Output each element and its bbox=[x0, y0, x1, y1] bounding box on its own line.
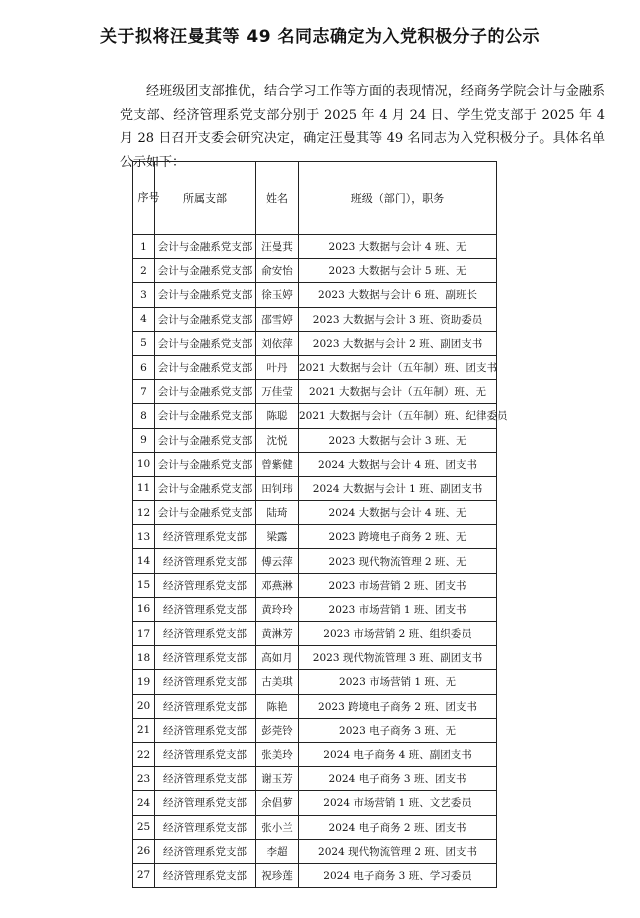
cell-seq: 12 bbox=[133, 501, 155, 525]
cell-seq: 21 bbox=[133, 718, 155, 742]
cell-class-role: 2023 跨境电子商务 2 班、团支书 bbox=[299, 694, 497, 718]
cell-name: 梁露 bbox=[256, 525, 299, 549]
cell-seq: 3 bbox=[133, 283, 155, 307]
intro-paragraph: 经班级团支部推优，结合学习工作等方面的表现情况，经商务学院会计与金融系党支部、经济管理系党支部分别于 2025 年 4 月 24 日、学生党支部于 2025 年 4 月 28 日召开支委会研究决定，确定汪曼萁等 49 名同志为入党积极分子。具体名单公示如下： bbox=[120, 84, 605, 170]
cell-branch: 经济管理系党支部 bbox=[155, 815, 256, 839]
cell-branch: 经济管理系党支部 bbox=[155, 525, 256, 549]
table-row bbox=[133, 404, 497, 428]
cell-name: 汪曼萁 bbox=[256, 235, 299, 259]
cell-branch: 经济管理系党支部 bbox=[155, 694, 256, 718]
cell-class-role: 2021 大数据与会计（五年制）班、无 bbox=[299, 380, 497, 404]
cell-seq: 4 bbox=[133, 307, 155, 331]
cell-branch: 经济管理系党支部 bbox=[155, 839, 256, 863]
cell-seq: 25 bbox=[133, 815, 155, 839]
cell-branch: 经济管理系党支部 bbox=[155, 863, 256, 887]
cell-branch: 经济管理系党支部 bbox=[155, 791, 256, 815]
cell-name: 万佳莹 bbox=[256, 380, 299, 404]
cell-name: 高如月 bbox=[256, 646, 299, 670]
cell-class-role: 2024 大数据与会计 4 班、无 bbox=[299, 501, 497, 525]
table-row bbox=[133, 791, 497, 815]
cell-class-role: 2023 大数据与会计 3 班、资助委员 bbox=[299, 307, 497, 331]
cell-name: 陈聪 bbox=[256, 404, 299, 428]
cell-class-role: 2023 跨境电子商务 2 班、无 bbox=[299, 525, 497, 549]
header-name: 姓名 bbox=[256, 162, 299, 235]
table-row bbox=[133, 815, 497, 839]
cell-seq: 18 bbox=[133, 646, 155, 670]
cell-class-role: 2023 大数据与会计 3 班、无 bbox=[299, 428, 497, 452]
cell-seq: 27 bbox=[133, 863, 155, 887]
cell-class-role: 2023 市场营销 2 班、组织委员 bbox=[299, 622, 497, 646]
cell-class-role: 2024 电子商务 3 班、团支书 bbox=[299, 767, 497, 791]
cell-seq: 6 bbox=[133, 355, 155, 379]
cell-branch: 经济管理系党支部 bbox=[155, 718, 256, 742]
cell-class-role: 2024 现代物流管理 2 班、团支书 bbox=[299, 839, 497, 863]
cell-seq: 15 bbox=[133, 573, 155, 597]
cell-branch: 经济管理系党支部 bbox=[155, 573, 256, 597]
cell-seq: 24 bbox=[133, 791, 155, 815]
cell-class-role: 2023 大数据与会计 2 班、副团支书 bbox=[299, 331, 497, 355]
table-row bbox=[133, 283, 497, 307]
cell-name: 邓燕淋 bbox=[256, 573, 299, 597]
cell-name: 张美玲 bbox=[256, 742, 299, 766]
cell-name: 傅云萍 bbox=[256, 549, 299, 573]
cell-branch: 会计与金融系党支部 bbox=[155, 452, 256, 476]
table-row bbox=[133, 428, 497, 452]
cell-branch: 会计与金融系党支部 bbox=[155, 476, 256, 500]
cell-name: 黄淋芳 bbox=[256, 622, 299, 646]
cell-branch: 经济管理系党支部 bbox=[155, 742, 256, 766]
cell-seq: 8 bbox=[133, 404, 155, 428]
cell-branch: 会计与金融系党支部 bbox=[155, 331, 256, 355]
table-row bbox=[133, 549, 497, 573]
table-row bbox=[133, 742, 497, 766]
table-row bbox=[133, 597, 497, 621]
cell-name: 古美琪 bbox=[256, 670, 299, 694]
cell-class-role: 2024 电子商务 4 班、副团支书 bbox=[299, 742, 497, 766]
table-row bbox=[133, 476, 497, 500]
table-row bbox=[133, 646, 497, 670]
cell-class-role: 2024 电子商务 2 班、团支书 bbox=[299, 815, 497, 839]
table-row bbox=[133, 452, 497, 476]
table-row bbox=[133, 525, 497, 549]
table-row bbox=[133, 839, 497, 863]
cell-seq: 5 bbox=[133, 331, 155, 355]
cell-name: 田钊玮 bbox=[256, 476, 299, 500]
table-header-row bbox=[133, 162, 497, 235]
cell-class-role: 2023 现代物流管理 3 班、副团支书 bbox=[299, 646, 497, 670]
cell-seq: 13 bbox=[133, 525, 155, 549]
cell-name: 陆琦 bbox=[256, 501, 299, 525]
cell-class-role: 2023 大数据与会计 4 班、无 bbox=[299, 235, 497, 259]
cell-class-role: 2023 市场营销 1 班、团支书 bbox=[299, 597, 497, 621]
cell-name: 曾紫健 bbox=[256, 452, 299, 476]
header-seq: 序号 bbox=[133, 162, 155, 235]
cell-branch: 会计与金融系党支部 bbox=[155, 404, 256, 428]
cell-class-role: 2024 市场营销 1 班、文艺委员 bbox=[299, 791, 497, 815]
cell-seq: 23 bbox=[133, 767, 155, 791]
cell-name: 刘依萍 bbox=[256, 331, 299, 355]
cell-class-role: 2024 电子商务 3 班、学习委员 bbox=[299, 863, 497, 887]
cell-seq: 7 bbox=[133, 380, 155, 404]
cell-seq: 9 bbox=[133, 428, 155, 452]
table-row bbox=[133, 380, 497, 404]
table-row bbox=[133, 863, 497, 887]
cell-class-role: 2024 大数据与会计 1 班、副团支书 bbox=[299, 476, 497, 500]
cell-branch: 会计与金融系党支部 bbox=[155, 501, 256, 525]
cell-branch: 经济管理系党支部 bbox=[155, 646, 256, 670]
cell-branch: 会计与金融系党支部 bbox=[155, 235, 256, 259]
table-row bbox=[133, 235, 497, 259]
table-row bbox=[133, 718, 497, 742]
table-row bbox=[133, 622, 497, 646]
table-row bbox=[133, 331, 497, 355]
cell-seq: 19 bbox=[133, 670, 155, 694]
header-branch: 所属支部 bbox=[155, 162, 256, 235]
member-table bbox=[132, 161, 508, 888]
cell-branch: 会计与金融系党支部 bbox=[155, 380, 256, 404]
cell-seq: 1 bbox=[133, 235, 155, 259]
table-row bbox=[133, 767, 497, 791]
cell-class-role: 2023 市场营销 1 班、无 bbox=[299, 670, 497, 694]
table-row bbox=[133, 670, 497, 694]
cell-class-role: 2021 大数据与会计（五年制）班、团支书 bbox=[299, 355, 497, 379]
table-row bbox=[133, 259, 497, 283]
cell-seq: 11 bbox=[133, 476, 155, 500]
header-class-role: 班级（部门），职务 bbox=[299, 162, 497, 235]
table-row bbox=[133, 694, 497, 718]
cell-name: 谢玉芳 bbox=[256, 767, 299, 791]
cell-branch: 会计与金融系党支部 bbox=[155, 307, 256, 331]
cell-name: 沈悦 bbox=[256, 428, 299, 452]
cell-branch: 经济管理系党支部 bbox=[155, 670, 256, 694]
cell-name: 邵雪婷 bbox=[256, 307, 299, 331]
cell-branch: 会计与金融系党支部 bbox=[155, 428, 256, 452]
cell-seq: 26 bbox=[133, 839, 155, 863]
table-row bbox=[133, 355, 497, 379]
cell-name: 张小兰 bbox=[256, 815, 299, 839]
cell-name: 陈艳 bbox=[256, 694, 299, 718]
cell-branch: 会计与金融系党支部 bbox=[155, 355, 256, 379]
cell-name: 余倡萝 bbox=[256, 791, 299, 815]
cell-seq: 2 bbox=[133, 259, 155, 283]
cell-seq: 22 bbox=[133, 742, 155, 766]
cell-branch: 经济管理系党支部 bbox=[155, 622, 256, 646]
cell-class-role: 2023 大数据与会计 5 班、无 bbox=[299, 259, 497, 283]
cell-name: 李超 bbox=[256, 839, 299, 863]
cell-class-role: 2023 市场营销 2 班、团支书 bbox=[299, 573, 497, 597]
cell-class-role: 2021 大数据与会计（五年制）班、纪律委员 bbox=[299, 404, 497, 428]
document-title: 关于拟将汪曼萁等 49 名同志确定为入党积极分子的公示 bbox=[100, 27, 540, 47]
cell-branch: 经济管理系党支部 bbox=[155, 597, 256, 621]
table-row bbox=[133, 307, 497, 331]
cell-name: 黄玲玲 bbox=[256, 597, 299, 621]
cell-seq: 10 bbox=[133, 452, 155, 476]
cell-branch: 会计与金融系党支部 bbox=[155, 259, 256, 283]
table-row bbox=[133, 501, 497, 525]
cell-name: 徐玉婷 bbox=[256, 283, 299, 307]
cell-class-role: 2023 大数据与会计 6 班、副班长 bbox=[299, 283, 497, 307]
cell-class-role: 2023 电子商务 3 班、无 bbox=[299, 718, 497, 742]
cell-name: 彭莞铃 bbox=[256, 718, 299, 742]
cell-name: 祝珍莲 bbox=[256, 863, 299, 887]
cell-branch: 经济管理系党支部 bbox=[155, 767, 256, 791]
cell-name: 俞安怡 bbox=[256, 259, 299, 283]
cell-name: 叶丹 bbox=[256, 355, 299, 379]
cell-branch: 会计与金融系党支部 bbox=[155, 283, 256, 307]
cell-seq: 17 bbox=[133, 622, 155, 646]
cell-branch: 经济管理系党支部 bbox=[155, 549, 256, 573]
cell-class-role: 2023 现代物流管理 2 班、无 bbox=[299, 549, 497, 573]
table-row bbox=[133, 573, 497, 597]
cell-seq: 16 bbox=[133, 597, 155, 621]
cell-seq: 14 bbox=[133, 549, 155, 573]
cell-seq: 20 bbox=[133, 694, 155, 718]
cell-class-role: 2024 大数据与会计 4 班、团支书 bbox=[299, 452, 497, 476]
